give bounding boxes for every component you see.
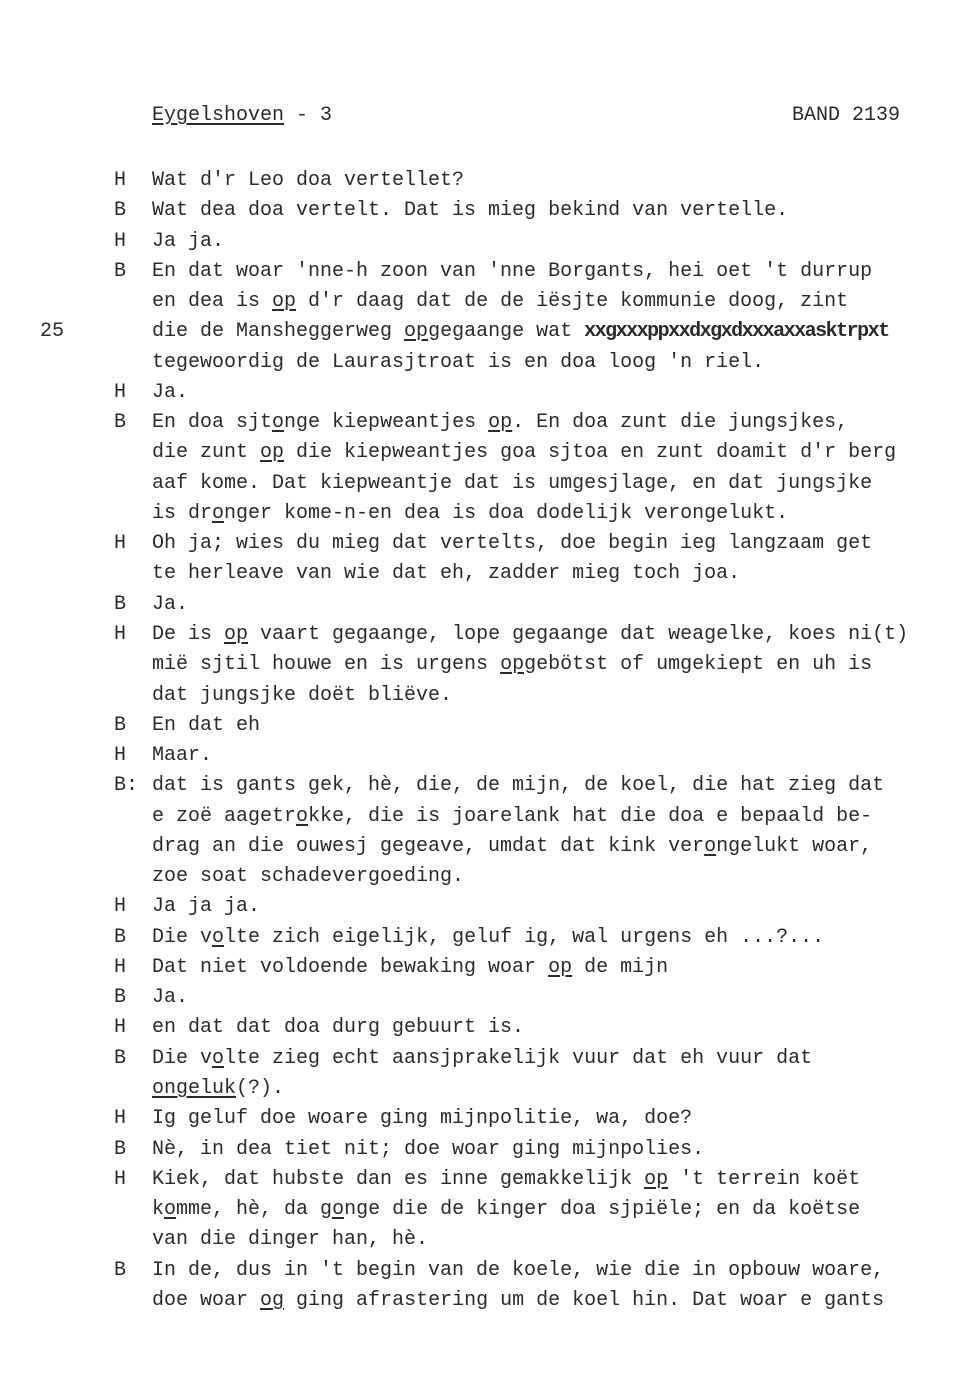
line-text: En dat woar 'nne-h zoon van 'nne Borgants, hei oet 't durrup xyxy=(152,259,873,283)
line-text: En dat eh xyxy=(152,713,261,737)
line-text: Ja. xyxy=(152,380,189,404)
speaker-label: H xyxy=(114,1016,127,1040)
transcript-line xyxy=(0,1165,973,1195)
underlined-text: ongeluk xyxy=(152,1076,237,1100)
struck-out-text: xxgxxxppxxdxgxdxxxaxxasktrpxt xyxy=(584,320,889,344)
line-text: aaf kome. Dat kiepweantje dat is umgesjlage, en dat jungsjke xyxy=(152,471,873,495)
speaker-label: B: xyxy=(114,774,139,798)
line-text: van die dinger han, hè. xyxy=(152,1228,429,1252)
transcript-line xyxy=(0,438,973,468)
transcript-line xyxy=(0,469,973,499)
speaker-label: H xyxy=(114,169,127,192)
line-text: Ja. xyxy=(152,986,189,1010)
line-text: tegewoordig de Laurasjtroat is en doa loog 'n riel. xyxy=(152,350,765,374)
transcript-line xyxy=(0,529,973,559)
line-text: Nè, in dea tiet nit; doe woar ging mijnpolies. xyxy=(152,1137,705,1161)
line-text: die de Mansheggerweg opgegaange wat xxgxxxppxxdxgxdxxxaxxasktrpxt xyxy=(152,320,889,344)
line-text: komme, hè, da gonge die de kinger doa sjpiële; en da koëtse xyxy=(152,1198,861,1222)
transcript-line xyxy=(0,408,973,438)
underlined-text: og xyxy=(260,1288,285,1312)
underlined-text: o xyxy=(332,1198,345,1222)
speaker-label: H xyxy=(114,895,127,919)
transcript-line xyxy=(0,227,973,257)
transcript-line xyxy=(0,802,973,832)
transcript-line xyxy=(0,983,973,1013)
line-text: Die volte zich eigelijk, geluf ig, wal urgens eh ...?... xyxy=(152,925,825,949)
underlined-text: o xyxy=(212,925,225,949)
speaker-label: H xyxy=(114,744,127,768)
document-title xyxy=(152,104,332,127)
line-text: doe woar og ging afrastering um de koel hin. Dat woar e gants xyxy=(152,1288,885,1312)
speaker-label: B xyxy=(114,1258,127,1282)
transcript-line xyxy=(0,1074,973,1104)
line-text: te herleave van wie dat eh, zadder mieg toch joa. xyxy=(152,562,741,586)
transcript-line xyxy=(0,953,973,983)
underlined-text: op xyxy=(548,955,573,979)
line-text: dat jungsjke doët bliëve. xyxy=(152,683,453,707)
line-text: zoe soat schadevergoeding. xyxy=(152,865,465,889)
underlined-text: o xyxy=(272,411,285,435)
line-text: Wat d'r Leo doa vertellet? xyxy=(152,169,465,192)
line-text: en dea is op d'r daag dat de de iësjte kommunie doog, zint xyxy=(152,290,849,314)
line-text: mië sjtil houwe en is urgens opgebötst of umgekiept en uh is xyxy=(152,653,873,677)
transcript-line xyxy=(0,741,973,771)
line-number: 25 xyxy=(40,320,65,344)
transcript-line xyxy=(0,1225,973,1255)
speaker-label: B xyxy=(114,592,127,616)
underlined-text: op xyxy=(404,320,429,344)
speaker-label: B xyxy=(114,411,127,435)
underlined-text: op xyxy=(488,411,513,435)
transcript-line xyxy=(0,1104,973,1134)
line-text: drag an die ouwesj gegeave, umdat dat kink verongelukt woar, xyxy=(152,834,873,858)
underlined-text: o xyxy=(164,1198,177,1222)
transcript-line xyxy=(0,348,973,378)
line-text: is dronger kome-n-en dea is doa dodelijk verongelukt. xyxy=(152,501,789,525)
line-text: Ja. xyxy=(152,592,189,616)
speaker-label: B xyxy=(114,199,127,223)
line-text: die zunt op die kiepweantjes goa sjtoa en zunt doamit d'r berg xyxy=(152,441,897,465)
transcript-line xyxy=(0,196,973,226)
speaker-label: B xyxy=(114,986,127,1010)
speaker-label: H xyxy=(114,229,127,253)
speaker-label: H xyxy=(114,955,127,979)
line-text: ongeluk(?). xyxy=(152,1076,285,1100)
transcript-line xyxy=(0,166,973,196)
transcript-line xyxy=(0,923,973,953)
underlined-text: op xyxy=(260,441,285,465)
transcript-line xyxy=(0,559,973,589)
transcript-line xyxy=(0,650,973,680)
transcript-line xyxy=(0,1195,973,1225)
transcript xyxy=(0,166,973,1316)
line-text: De is op vaart gegaange, lope gegaange dat weagelke, koes ni(t) xyxy=(152,622,909,646)
underlined-text: op xyxy=(500,653,525,677)
speaker-label: B xyxy=(114,1137,127,1161)
underlined-text: o xyxy=(296,804,309,828)
transcript-line xyxy=(0,317,973,347)
line-text: Wat dea doa vertelt. Dat is mieg bekind van vertelle. xyxy=(152,199,789,223)
transcript-line xyxy=(0,862,973,892)
line-text: Die volte zieg echt aansjprakelijk vuur dat eh vuur dat xyxy=(152,1046,813,1070)
underlined-text: o xyxy=(704,834,717,858)
line-text: Dat niet voldoende bewaking woar op de mijn xyxy=(152,955,669,979)
speaker-label: H xyxy=(114,622,127,646)
speaker-label: B xyxy=(114,925,127,949)
speaker-label: B xyxy=(114,259,127,283)
speaker-label: B xyxy=(114,1046,127,1070)
transcript-line xyxy=(0,1135,973,1165)
page-number: - 3 xyxy=(284,104,333,127)
underlined-text: op xyxy=(272,290,297,314)
transcript-line xyxy=(0,499,973,529)
line-text: Maar. xyxy=(152,744,213,768)
underlined-text: o xyxy=(212,501,225,525)
transcript-line xyxy=(0,1013,973,1043)
transcript-line xyxy=(0,1286,973,1316)
line-text: Ig geluf doe woare ging mijnpolitie, wa, doe? xyxy=(152,1107,693,1131)
line-text: Kiek, dat hubste dan es inne gemakkelijk op 't terrein koët xyxy=(152,1167,861,1191)
line-text: Ja ja. xyxy=(152,229,225,253)
line-text: dat is gants gek, hè, die, de mijn, de koel, die hat zieg dat xyxy=(152,774,885,798)
speaker-label: H xyxy=(114,1167,127,1191)
transcript-line xyxy=(0,892,973,922)
speaker-label: H xyxy=(114,532,127,556)
transcript-line xyxy=(0,590,973,620)
transcript-line xyxy=(0,711,973,741)
transcript-line xyxy=(0,832,973,862)
transcript-line xyxy=(0,1044,973,1074)
transcript-line xyxy=(0,287,973,317)
transcript-line xyxy=(0,1256,973,1286)
transcript-line xyxy=(0,771,973,801)
speaker-label: B xyxy=(114,713,127,737)
underlined-text: op xyxy=(644,1167,669,1191)
line-text: Oh ja; wies du mieg dat vertelts, doe begin ieg langzaam get xyxy=(152,532,873,556)
line-text: en dat dat doa durg gebuurt is. xyxy=(152,1016,525,1040)
line-text: e zoë aagetrokke, die is joarelank hat die doa e bepaald be- xyxy=(152,804,873,828)
line-text: En doa sjtonge kiepweantjes op. En doa zunt die jungsjkes, xyxy=(152,411,849,435)
speaker-label: H xyxy=(114,380,127,404)
transcript-line xyxy=(0,681,973,711)
line-text: In de, dus in 't begin van de koele, wie die in opbouw woare, xyxy=(152,1258,885,1282)
transcript-line xyxy=(0,257,973,287)
line-text: Ja ja ja. xyxy=(152,895,261,919)
band-number: BAND 2139 xyxy=(792,104,901,127)
underlined-text: op xyxy=(224,622,249,646)
speaker-label: H xyxy=(114,1107,127,1131)
transcript-line xyxy=(0,620,973,650)
transcript-line xyxy=(0,378,973,408)
place-name: Eygelshoven xyxy=(152,104,285,127)
underlined-text: o xyxy=(212,1046,225,1070)
